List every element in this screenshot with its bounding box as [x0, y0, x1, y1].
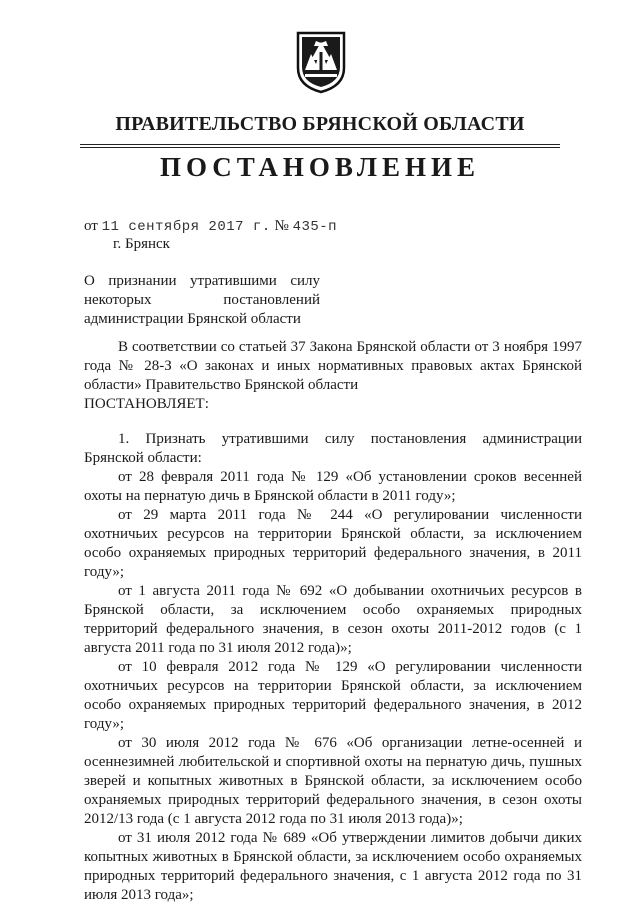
document-body — [84, 338, 582, 905]
organization-name: ПРАВИТЕЛЬСТВО БРЯНСКОЙ ОБЛАСТИ — [115, 113, 525, 135]
header-divider — [80, 144, 560, 145]
coat-of-arms-icon — [295, 30, 347, 94]
document-type: ПОСТАНОВЛЕНИЕ — [159, 152, 481, 182]
item-1-intro: 1. Признать утратившими силу постановления администрации Брянской области: — [84, 431, 582, 466]
resolves-heading: ПОСТАНОВЛЯЕТ: — [84, 396, 209, 412]
preamble: В соответствии со статьей 37 Закона Брянской области от 3 ноября 1997 года № 28-З «О законах и иных нормативных правовых актах Брянской области» Правительство Брянской области — [84, 339, 582, 393]
repealed-act: от 10 февраля 2012 года № 129 «О регулировании численности охотничьих ресурсов на территории Брянской области, за исключением особо охраняемых природных территорий федерального значения, в 2012 году»; — [84, 659, 582, 732]
from-label: от — [84, 218, 98, 234]
document-date: 11 сентября 2017 г. — [101, 219, 271, 235]
document-subject: О признании утратившими силу некоторых постановлений администрации Брянской области — [84, 273, 320, 327]
repealed-act: от 29 марта 2011 года № 244 «О регулировании численности охотничьих ресурсов на территории Брянской области, за исключением особо охраняемых природных территорий федерального значения, в 2011 году»; — [84, 507, 582, 580]
repealed-act: от 30 июля 2012 года № 676 «Об организации летне-осенней и осеннезимней любительской и спортивной охоты на пернатую дичь, пушных зверей и копытных животных в Брянской области, за исключением особо охраняемых природных территорий федерального значения, в сезон охоты 2012/13 года (с 1 августа 2012 года по 31 июля 2013 года)»; — [84, 735, 582, 827]
header-divider — [80, 147, 560, 148]
repealed-act: от 28 февраля 2011 года № 129 «Об установлении сроков весенней охоты на пернатую дичь в Брянской области в 2011 году»; — [84, 469, 582, 504]
repealed-act: от 31 июля 2012 года № 689 «Об утверждении лимитов добычи диких копытных животных в Брянской области, за исключением особо охраняемых природных территорий федерального значения, с 1 августа 2012 года по 31 июля 2013 года»; — [84, 830, 582, 903]
document-number: 435-п — [292, 219, 338, 235]
date-line — [84, 218, 337, 235]
repealed-act: от 1 августа 2011 года № 692 «О добывании охотничьих ресурсов в Брянской области, за исключением особо охраняемых природных территорий федерального значения, в сезон охоты 2011-2012 годов (с 1 августа 2011 года по 31 июля 2012 года)»; — [84, 583, 582, 656]
number-label: № — [274, 218, 289, 234]
city: г. Брянск — [113, 236, 170, 252]
